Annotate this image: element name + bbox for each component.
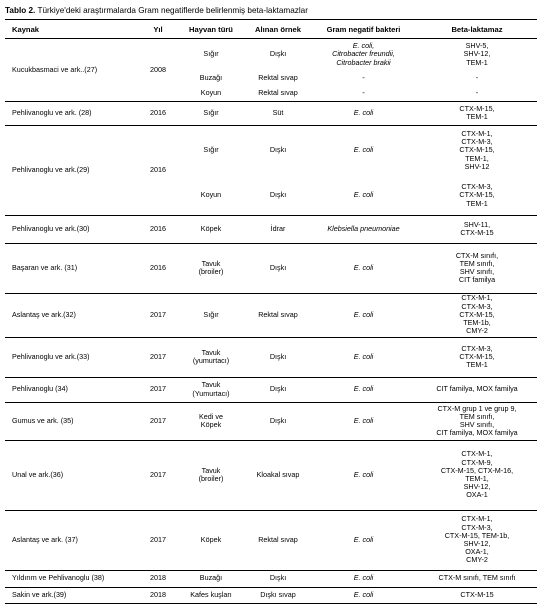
table-subrow [0, 101, 542, 125]
alinan-ornek-cell [244, 39, 312, 70]
bakteri-cell-line: Citrobacter brakii [336, 57, 391, 67]
yil-cell: 2018 [150, 573, 166, 583]
alinan-ornek-cell-line: İdrar [270, 223, 286, 233]
beta-laktamaz-cell-line: - [475, 72, 479, 82]
beta-laktamaz-cell-line: TEM sınıfı, [459, 411, 495, 421]
kaynak-cell: Unal ve ark.(36) [12, 469, 64, 479]
beta-laktamaz-cell [416, 86, 538, 101]
yil-cell: 2017 [150, 351, 166, 361]
hayvan-turu-cell-line: Köpek [200, 420, 222, 429]
beta-laktamaz-cell-line: TEM-1 [466, 112, 488, 121]
table-subrow [0, 337, 542, 377]
kaynak-cell: Sakin ve ark.(39) [12, 589, 67, 599]
alinan-ornek-cell-line: Dışkı [269, 190, 287, 200]
bakteri-cell-line: E. coli [353, 145, 374, 155]
hayvan-turu-cell-line: (yumurtacı) [192, 356, 230, 365]
hayvan-turu-cell-line: Tavuk [201, 347, 221, 357]
bakteri-cell-line: E. coli [353, 351, 374, 361]
bakteri-cell [311, 70, 416, 86]
beta-laktamaz-cell-line: CTX-M-15, [459, 103, 495, 113]
alinan-ornek-cell [244, 125, 312, 176]
header-hayvan-turu: Hayvan türü [189, 24, 233, 34]
hayvan-turu-cell [178, 243, 244, 293]
table-row [0, 101, 542, 125]
beta-laktamaz-cell [416, 293, 538, 337]
beta-laktamaz-cell-line: SHV sınıfı, [459, 420, 495, 429]
table-subrow [0, 293, 542, 337]
bakteri-cell [311, 101, 416, 125]
hayvan-turu-cell-line: Koyun [200, 190, 222, 200]
table-row [0, 243, 542, 293]
bakteri-cell-line: - [362, 72, 365, 82]
bakteri-cell-line: E. coli [353, 384, 374, 394]
bakteri-cell [311, 570, 416, 587]
beta-laktamaz-cell [416, 125, 538, 176]
alinan-ornek-cell-line: Dışkı [269, 262, 287, 272]
header-kaynak: Kaynak [12, 24, 40, 34]
table-subrow [0, 570, 542, 587]
beta-laktamaz-cell [416, 377, 538, 402]
header-yil: Yıl [153, 24, 163, 34]
hayvan-turu-cell-line: Sığır [203, 49, 219, 59]
yil-cell: 2016 [150, 164, 166, 174]
alinan-ornek-cell-line: Dışkı [269, 573, 287, 583]
hayvan-turu-cell-line: Kedi ve [199, 411, 223, 421]
beta-laktamaz-cell [416, 39, 538, 70]
kaynak-cell: Gumus ve ark. (35) [12, 415, 74, 425]
beta-laktamaz-cell-line: CMY-2 [466, 326, 488, 336]
beta-laktamaz-cell-line: SHV-12, [463, 49, 491, 59]
hayvan-turu-cell-line: Buzağı [199, 573, 223, 583]
bakteri-cell-line: Citrobacter freundii, [332, 49, 395, 59]
header-gram-negatif-bakteri: Gram negatif bakteri [326, 24, 401, 34]
hayvan-turu-cell [178, 293, 244, 337]
beta-laktamaz-cell-line: OXA-1 [466, 490, 488, 500]
beta-laktamaz-cell [416, 215, 538, 243]
beta-laktamaz-cell-line: CTX-M-15, [459, 190, 495, 200]
table-row [0, 377, 542, 402]
hayvan-turu-cell-line: Tavuk [201, 380, 221, 390]
kaynak-cell: Pehlivanoglu ve ark. (28) [12, 107, 92, 117]
beta-laktamaz-cell-line: CTX-M-3, [461, 137, 493, 147]
beta-laktamaz-cell-line: CTX-M-1, [461, 293, 493, 303]
beta-laktamaz-cell-line: CTX-M-3, [461, 522, 493, 532]
hayvan-turu-cell [178, 101, 244, 125]
beta-laktamaz-cell-line: SHV sınıfı, [459, 267, 495, 276]
hayvan-turu-cell [178, 86, 244, 101]
table-caption [5, 6, 308, 15]
bakteri-cell-line: E. coli [353, 190, 374, 200]
yil-cell: 2017 [150, 384, 166, 394]
table-subrow [0, 587, 542, 603]
hayvan-turu-cell-line: Kafes kuşları [190, 589, 232, 599]
yil-cell: 2016 [150, 262, 166, 272]
hayvan-turu-cell [178, 377, 244, 402]
beta-laktamaz-cell-line: CTX-M-1, [461, 128, 493, 138]
table-row [0, 215, 542, 243]
table-row [0, 402, 542, 440]
bakteri-cell-line: E. coli, [352, 41, 375, 51]
alinan-ornek-cell [244, 377, 312, 402]
hayvan-turu-cell-line: Sığır [203, 145, 219, 155]
yil-cell: 2016 [150, 223, 166, 233]
table-row [0, 570, 542, 587]
beta-laktamaz-cell [416, 243, 538, 293]
table-row [0, 125, 542, 215]
alinan-ornek-cell [244, 70, 312, 86]
bakteri-cell-line: E. coli [353, 469, 374, 479]
hayvan-turu-cell-line: (Yumurtacı) [192, 388, 230, 398]
kaynak-cell: Aslantaş ve ark. (37) [12, 534, 78, 544]
kaynak-cell: Pehlivanoglu ve ark.(33) [12, 351, 90, 361]
table-subrow [0, 176, 542, 215]
beta-laktamaz-cell [416, 337, 538, 377]
hayvan-turu-cell-line: (broiler) [198, 474, 224, 483]
hayvan-turu-cell-line: Tavuk [201, 465, 221, 475]
alinan-ornek-cell-line: Dışkı [269, 384, 287, 394]
bakteri-cell [311, 377, 416, 402]
bakteri-cell [311, 125, 416, 176]
beta-laktamaz-cell-line: SHV-5, [465, 41, 489, 51]
hayvan-turu-cell [178, 215, 244, 243]
alinan-ornek-cell [244, 215, 312, 243]
beta-laktamaz-cell [416, 587, 538, 603]
beta-laktamaz-cell-line: SHV-12 [464, 161, 490, 171]
beta-laktamaz-cell-line: CIT familya, MOX familya [436, 384, 518, 394]
hayvan-turu-cell [178, 176, 244, 215]
bakteri-cell-line: E. coli [353, 309, 374, 319]
alinan-ornek-cell [244, 570, 312, 587]
caption-text: Türkiye'deki araştırmalarda Gram negatiflerde belirlenmiş beta-laktamazlar [35, 6, 308, 15]
beta-laktamaz-cell-line: TEM-1 [466, 57, 488, 67]
hayvan-turu-cell-line: Koyun [200, 88, 222, 98]
beta-laktamaz-cell-line: CTX-M sınıfı, [455, 250, 499, 260]
alinan-ornek-cell-line: Rektal sıvap [258, 72, 298, 82]
beta-laktamaz-cell-line: TEM-1, [465, 153, 489, 163]
table-subrow [0, 377, 542, 402]
beta-laktamaz-cell [416, 570, 538, 587]
hayvan-turu-cell [178, 587, 244, 603]
beta-laktamaz-cell-line: CTX-M-15, [459, 309, 495, 319]
beta-laktamaz-cell-line: TEM sınıfı, [459, 258, 495, 268]
hayvan-turu-cell-line: (broiler) [198, 267, 224, 276]
beta-laktamaz-cell-line: CTX-M-15 [460, 228, 494, 237]
kaynak-cell: Başaran ve ark. (31) [12, 262, 78, 272]
alinan-ornek-cell [244, 101, 312, 125]
bakteri-cell-line: - [362, 88, 365, 98]
hayvan-turu-cell [178, 402, 244, 440]
bakteri-cell-line: E. coli [353, 573, 374, 583]
hayvan-turu-cell [178, 570, 244, 587]
table-row [0, 440, 542, 510]
table-subrow [0, 39, 542, 70]
bakteri-cell [311, 510, 416, 570]
header-alinan-ornek: Alınan örnek [255, 24, 301, 34]
yil-cell: 2018 [150, 589, 166, 599]
beta-laktamaz-cell [416, 402, 538, 440]
alinan-ornek-cell [244, 293, 312, 337]
alinan-ornek-cell [244, 86, 312, 101]
kaynak-cell: Aslantaş ve ark.(32) [12, 309, 76, 319]
hayvan-turu-cell [178, 440, 244, 510]
beta-laktamaz-cell-line: TEM-1, [465, 474, 489, 483]
table-row [0, 337, 542, 377]
caption-label: Tablo 2. [5, 6, 36, 15]
bakteri-cell [311, 440, 416, 510]
hayvan-turu-cell-line: Köpek [200, 223, 222, 233]
table-subrow [0, 86, 542, 101]
beta-laktamaz-cell-line: CTX-M grup 1 ve grup 9, [437, 403, 517, 413]
beta-laktamaz-cell-line: CTX-M-15, [459, 145, 495, 155]
beta-laktamaz-cell-line: CTX-M sınıfı, TEM sınıfı [438, 573, 516, 583]
yil-cell: 2017 [150, 534, 166, 544]
beta-laktamaz-cell [416, 176, 538, 215]
table-subrow [0, 215, 542, 243]
table-subrow [0, 402, 542, 440]
beta-laktamaz-cell-line: - [475, 88, 479, 98]
beta-laktamaz-cell-line: CIT familya, MOX familya [436, 428, 518, 438]
beta-laktamaz-cell-line: TEM-1 [466, 198, 488, 208]
alinan-ornek-cell [244, 337, 312, 377]
bakteri-cell-line: E. coli [353, 107, 374, 117]
alinan-ornek-cell [244, 587, 312, 603]
beta-laktamaz-cell-line: CTX-M-15, TEM-1b, [444, 530, 510, 540]
beta-laktamaz-cell [416, 101, 538, 125]
beta-laktamaz-cell-line: CTX-M-3, [461, 182, 493, 192]
hayvan-turu-cell [178, 39, 244, 70]
beta-laktamaz-cell-line: CTX-M-3, [461, 301, 493, 311]
bakteri-cell [311, 293, 416, 337]
alinan-ornek-cell [244, 243, 312, 293]
yil-cell: 2008 [150, 64, 166, 74]
beta-laktamaz-cell-line: SHV-12, [463, 482, 491, 492]
bakteri-cell-line: E. coli [353, 534, 374, 544]
bakteri-cell [311, 587, 416, 603]
alinan-ornek-cell-line: Dışkı sıvap [260, 589, 296, 599]
alinan-ornek-cell-line: Süt [272, 107, 284, 117]
table-row [0, 39, 542, 101]
beta-laktamaz-cell-line: OXA-1, [465, 547, 489, 557]
bakteri-cell [311, 337, 416, 377]
beta-laktamaz-cell [416, 440, 538, 510]
kaynak-cell: Yıldırım ve Pehlivanoglu (38) [12, 573, 105, 583]
beta-laktamaz-cell-line: CTX-M-9, [461, 457, 493, 467]
table-subrow [0, 125, 542, 176]
bakteri-cell-line: E. coli [353, 589, 374, 599]
alinan-ornek-cell-line: Rektal sıvap [258, 534, 298, 544]
beta-laktamaz-cell-line: CTX-M-1, [461, 514, 493, 524]
header-beta-laktamaz: Beta-laktamaz [451, 24, 503, 34]
beta-laktamaz-cell-line: TEM-1 [466, 360, 488, 370]
hayvan-turu-cell-line: Köpek [200, 534, 222, 544]
alinan-ornek-cell-line: Rektal sıvap [258, 309, 298, 319]
beta-laktamaz-cell-line: CTX-M-15, CTX-M-16, [440, 465, 514, 475]
alinan-ornek-cell-line: Dışkı [269, 415, 287, 425]
bakteri-cell [311, 39, 416, 70]
bakteri-cell [311, 86, 416, 101]
hayvan-turu-cell-line: Buzağı [199, 72, 223, 82]
table-row [0, 293, 542, 337]
bakteri-cell [311, 176, 416, 215]
table-subrow [0, 70, 542, 86]
yil-cell: 2016 [150, 107, 166, 117]
alinan-ornek-cell-line: Dışkı [269, 145, 287, 155]
alinan-ornek-cell-line: Rektal sıvap [258, 88, 298, 98]
hayvan-turu-cell-line: Sığır [203, 107, 219, 117]
beta-laktamaz-cell [416, 510, 538, 570]
bakteri-cell-line: E. coli [353, 415, 374, 425]
alinan-ornek-cell-line: Kloakal sıvap [256, 469, 300, 479]
alinan-ornek-cell-line: Dışkı [269, 49, 287, 59]
hayvan-turu-cell-line: Tavuk [201, 258, 221, 268]
bakteri-cell [311, 243, 416, 293]
beta-laktamaz-cell-line: CTX-M-15, [459, 351, 495, 361]
bakteri-cell [311, 402, 416, 440]
beta-laktamaz-cell [416, 70, 538, 86]
beta-laktamaz-cell-line: CTX-M-1, [461, 449, 493, 459]
beta-laktamaz-cell-line: CIT familya [458, 275, 496, 285]
kaynak-cell: Kucukbasmaci ve ark..(27) [12, 64, 98, 74]
bakteri-cell-line: E. coli [353, 262, 374, 272]
hayvan-turu-cell [178, 510, 244, 570]
table-subrow [0, 510, 542, 570]
bakteri-cell [311, 215, 416, 243]
table-row [0, 510, 542, 570]
alinan-ornek-cell [244, 176, 312, 215]
hayvan-turu-cell [178, 337, 244, 377]
hayvan-turu-cell-line: Sığır [203, 309, 219, 319]
alinan-ornek-cell-line: Dışkı [269, 351, 287, 361]
kaynak-cell: Pehlivanoglu ve ark.(30) [12, 223, 90, 233]
beta-laktamaz-cell-line: CTX-M-3, [461, 343, 493, 353]
kaynak-cell: Pehlivanoglu (34) [12, 384, 68, 394]
beta-laktamaz-cell-line: CMY-2 [466, 555, 488, 565]
table-subrow [0, 243, 542, 293]
hayvan-turu-cell [178, 70, 244, 86]
yil-cell: 2017 [150, 415, 166, 425]
table-row [0, 587, 542, 603]
hayvan-turu-cell [178, 125, 244, 176]
alinan-ornek-cell [244, 402, 312, 440]
beta-laktamaz-cell-line: SHV-11, [463, 219, 491, 229]
yil-cell: 2017 [150, 309, 166, 319]
bakteri-cell-line: Klebsiella pneumoniae [327, 223, 400, 233]
kaynak-cell: Pehlivanoglu ve ark.(29) [12, 164, 90, 174]
alinan-ornek-cell [244, 440, 312, 510]
yil-cell: 2017 [150, 469, 166, 479]
beta-laktamaz-cell-line: TEM-1b, [463, 318, 491, 328]
table-subrow [0, 440, 542, 510]
alinan-ornek-cell [244, 510, 312, 570]
beta-laktamaz-cell-line: CTX-M-15 [460, 589, 494, 599]
beta-laktamaz-cell-line: SHV-12, [463, 539, 491, 548]
